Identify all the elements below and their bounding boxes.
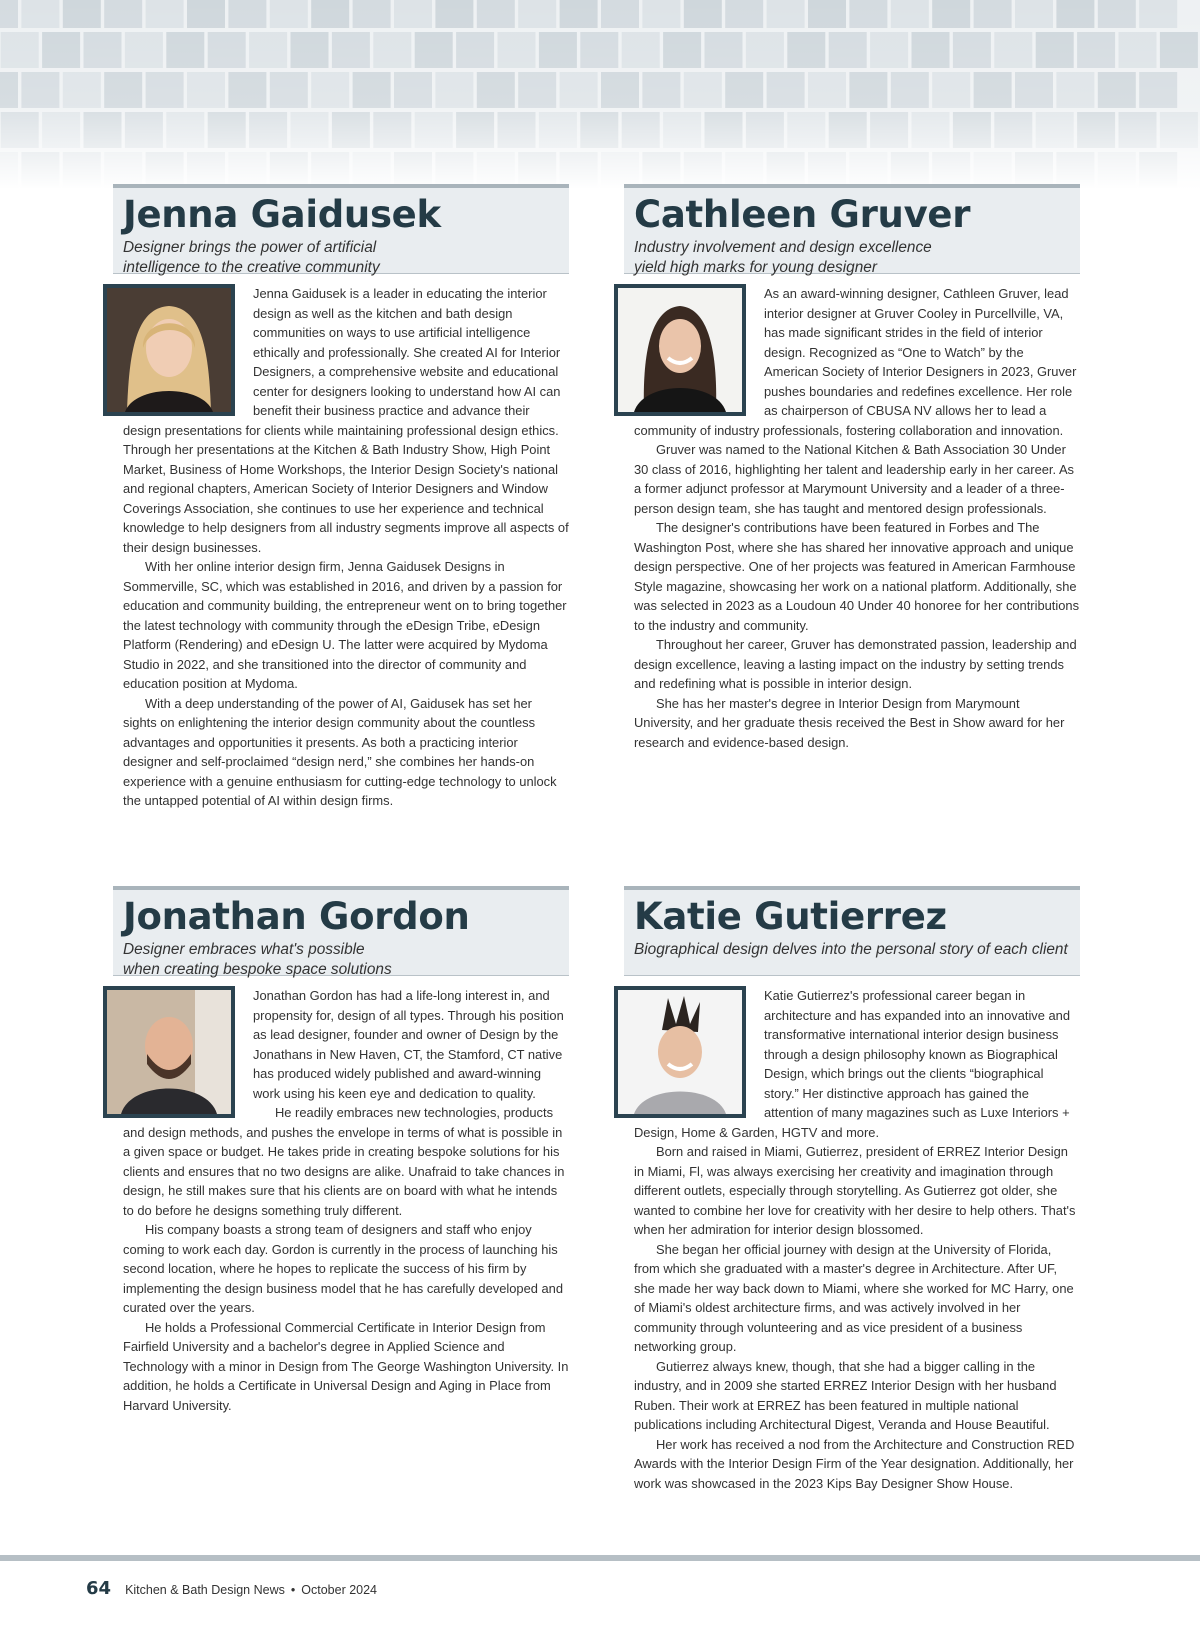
paragraph: She began her official journey with design at the University of Florida, from which she graduated with a master's degree in Architecture. After UF, she made her way back down to Miami, where she worked for MC Harry, one of Miami's oldest architecture firms, and was actively involved in her community through volunteering and as vice president of a business networking group. [634,1241,1074,1354]
paragraph: Throughout her career, Gruver has demonstrated passion, leadership and design excellence, leaving a lasting impact on the industry by setting trends and redefining what is possible in interior design. [634,637,1077,691]
profile-jenna-gaidusek [113,184,569,811]
profile-subtitle: Biographical design delves into the personal story of each client [634,941,1068,958]
profile-name: Katie Gutierrez [634,895,947,938]
paragraph: As an award-winning designer, Cathleen Gruver, lead interior designer at Gruver Cooley in Purcellville, VA, has made significant strides in the field of interior design. Recognized as “One to Watch” by the American Society of Interior Designers in 2023, Gruver pushes boundaries and redefines excellence. Her role as chairperson of CBUSA NV allows her to lead a community of industry professionals, fostering collaboration and innovation. [634,286,1077,438]
paragraph: Katie Gutierrez's professional career began in architecture and has expanded into an innovative and transformative international interior design business through a design philosophy known as Biographical Design, which brings out the clients “biographical story.” Her distinctive approach has gained the attention of many magazines such as Luxe Interiors + Design, Home & Garden, HGTV and more. [634,988,1071,1140]
decorative-tile-banner [0,0,1200,190]
profile-body [113,274,569,811]
paragraph: Gutierrez always knew, though, that she had a bigger calling in the industry, and in 2009 she started ERREZ Interior Design with her husband Ruben. Their work at ERREZ has been featured in multiple national publications including Architectural Digest, Veranda and House Beautiful. [634,1358,1057,1432]
profile-header [624,184,1080,274]
profile-subtitle: Industry involvement and design excellence yield high marks for young designer [634,239,932,276]
paragraph: Born and raised in Miami, Gutierrez, president of ERREZ Interior Design in Miami, Fl, was always exercising her creativity and imagination through different outlets, especially through storytelling. As Gutierrez got older, she wanted to combine her love for creativity with her desire to help others. That's when her admiration for interior design blossomed. [634,1144,1076,1237]
paragraph: Gruver was named to the National Kitchen & Bath Association 30 Under 30 class of 2016, highlighting her talent and leadership early in her career. As a former adjunct professor at Marymount University and a leader of a three-person design team, she has taught and mentored design professionals. [634,442,1074,516]
paragraph: With a deep understanding of the power of AI, Gaidusek has set her sights on enlightening the interior design community about the countless advantages and opportunities it presents. As both a practicing interior designer and self-proclaimed “design nerd,” she combines her hands-on experience with a genuine enthusiasm for cutting-edge technology to unlock the untapped potential of AI within design firms. [123,695,557,808]
portrait-photo [103,284,235,416]
profile-cathleen-gruver [624,184,1080,752]
profile-body [624,274,1080,752]
page-footer [86,1578,377,1599]
profile-name: Jonathan Gordon [123,895,470,938]
profile-header [624,886,1080,976]
footer-separator: • [290,1583,296,1597]
profile-header [113,886,569,976]
profile-body [113,976,569,1415]
profile-header [113,184,569,274]
paragraph: His company boasts a strong team of designers and staff who enjoy coming to work each day. Gordon is currently in the process of launching his second location, where he hopes to replicate the success of his firm by implementing the design business model that he has carefully developed and curated over the years. [123,1222,563,1315]
paragraph: Her work has received a nod from the Architecture and Construction RED Awards with the Interior Design Firm of the Year designation. Additionally, her work was showcased in the 2023 Kips Bay Designer Show House. [634,1436,1075,1491]
paragraph: With her online interior design firm, Jenna Gaidusek Designs in Sommerville, SC, which was established in 2016, and driven by a passion for education and community building, the entrepreneur went on to bring together the latest technology with community through the eDesign Tribe, eDesign Platform (Rendering) and eDesign U. The latter were acquired by Mydoma Studio in 2022, and she transitioned into the director of community and education position at Mydoma. [123,559,567,691]
paragraph: She has her master's degree in Interior Design from Marymount University, and her graduate thesis received the Best in Show award for her research and evidence-based design. [634,695,1065,750]
paragraph: The designer's contributions have been featured in Forbes and The Washington Post, where she has shared her innovative approach and unique design perspective. One of her projects was featured in American Farmhouse Style magazine, showcasing her work on a national platform. Additionally, she was selected in 2023 as a Loudoun 40 Under 40 honoree for her contributions to the industry and community. [634,520,1080,633]
profile-subtitle: Designer brings the power of artificial intelligence to the creative community [123,239,380,276]
paragraph: Jonathan Gordon has had a life-long interest in, and propensity for, design of all types. Through his position as lead designer, founder and owner of Design by the Jonathans in New Haven, CT, the Stamford, CT native has produced widely published and award-winning work using his keen eye and dedication to quality. [253,988,564,1101]
profile-name: Cathleen Gruver [634,193,971,236]
paragraph: Jenna Gaidusek is a leader in educating the interior design as well as the kitchen and bath design communities on ways to use artificial intelligence ethically and professionally. She created AI for Interior Designers, a comprehensive website and educational center for designers looking to understand how AI can benefit their business practice and advance their design presentations for clients while maintaining professional design ethics. Through her presentations at the Kitchen & Bath Industry Show, High Point Market, Business of Home Workshops, the Interior Design Society's national and regional chapters, American Society of Interior Designers and Window Coverings Association, she continues to use her experience and technical knowledge to help designers from all industry segments improve all aspects of their design businesses. [123,286,569,555]
portrait-photo [103,986,235,1118]
issue-date: October 2024 [301,1583,378,1597]
profile-katie-gutierrez [624,886,1080,1493]
profile-jonathan-gordon [113,886,569,1415]
publication-name: Kitchen & Bath Design News [125,1583,285,1597]
profile-name: Jenna Gaidusek [123,193,441,236]
footer-rule [0,1555,1200,1561]
portrait-photo [614,986,746,1118]
paragraph: He readily embraces new technologies, products and design methods, and pushes the envelope in terms of what is possible in a given space or budget. He takes pride in creating bespoke solutions for his clients and ensures that no two designs are alike. Unafraid to take chances in design, he still makes sure that his clients are on board with what he intends to do before he designs something truly different. [123,1105,565,1218]
profile-body [624,976,1080,1493]
page-number: 64 [86,1578,112,1599]
profile-subtitle: Designer embraces what's possible when creating bespoke space solutions [123,941,392,978]
portrait-photo [614,284,746,416]
paragraph: He holds a Professional Commercial Certificate in Interior Design from Fairfield University and a bachelor's degree in Applied Science and Technology with a minor in Design from The George Washington University. In addition, he holds a Certificate in Universal Design and Aging in Place from Harvard University. [123,1319,569,1413]
